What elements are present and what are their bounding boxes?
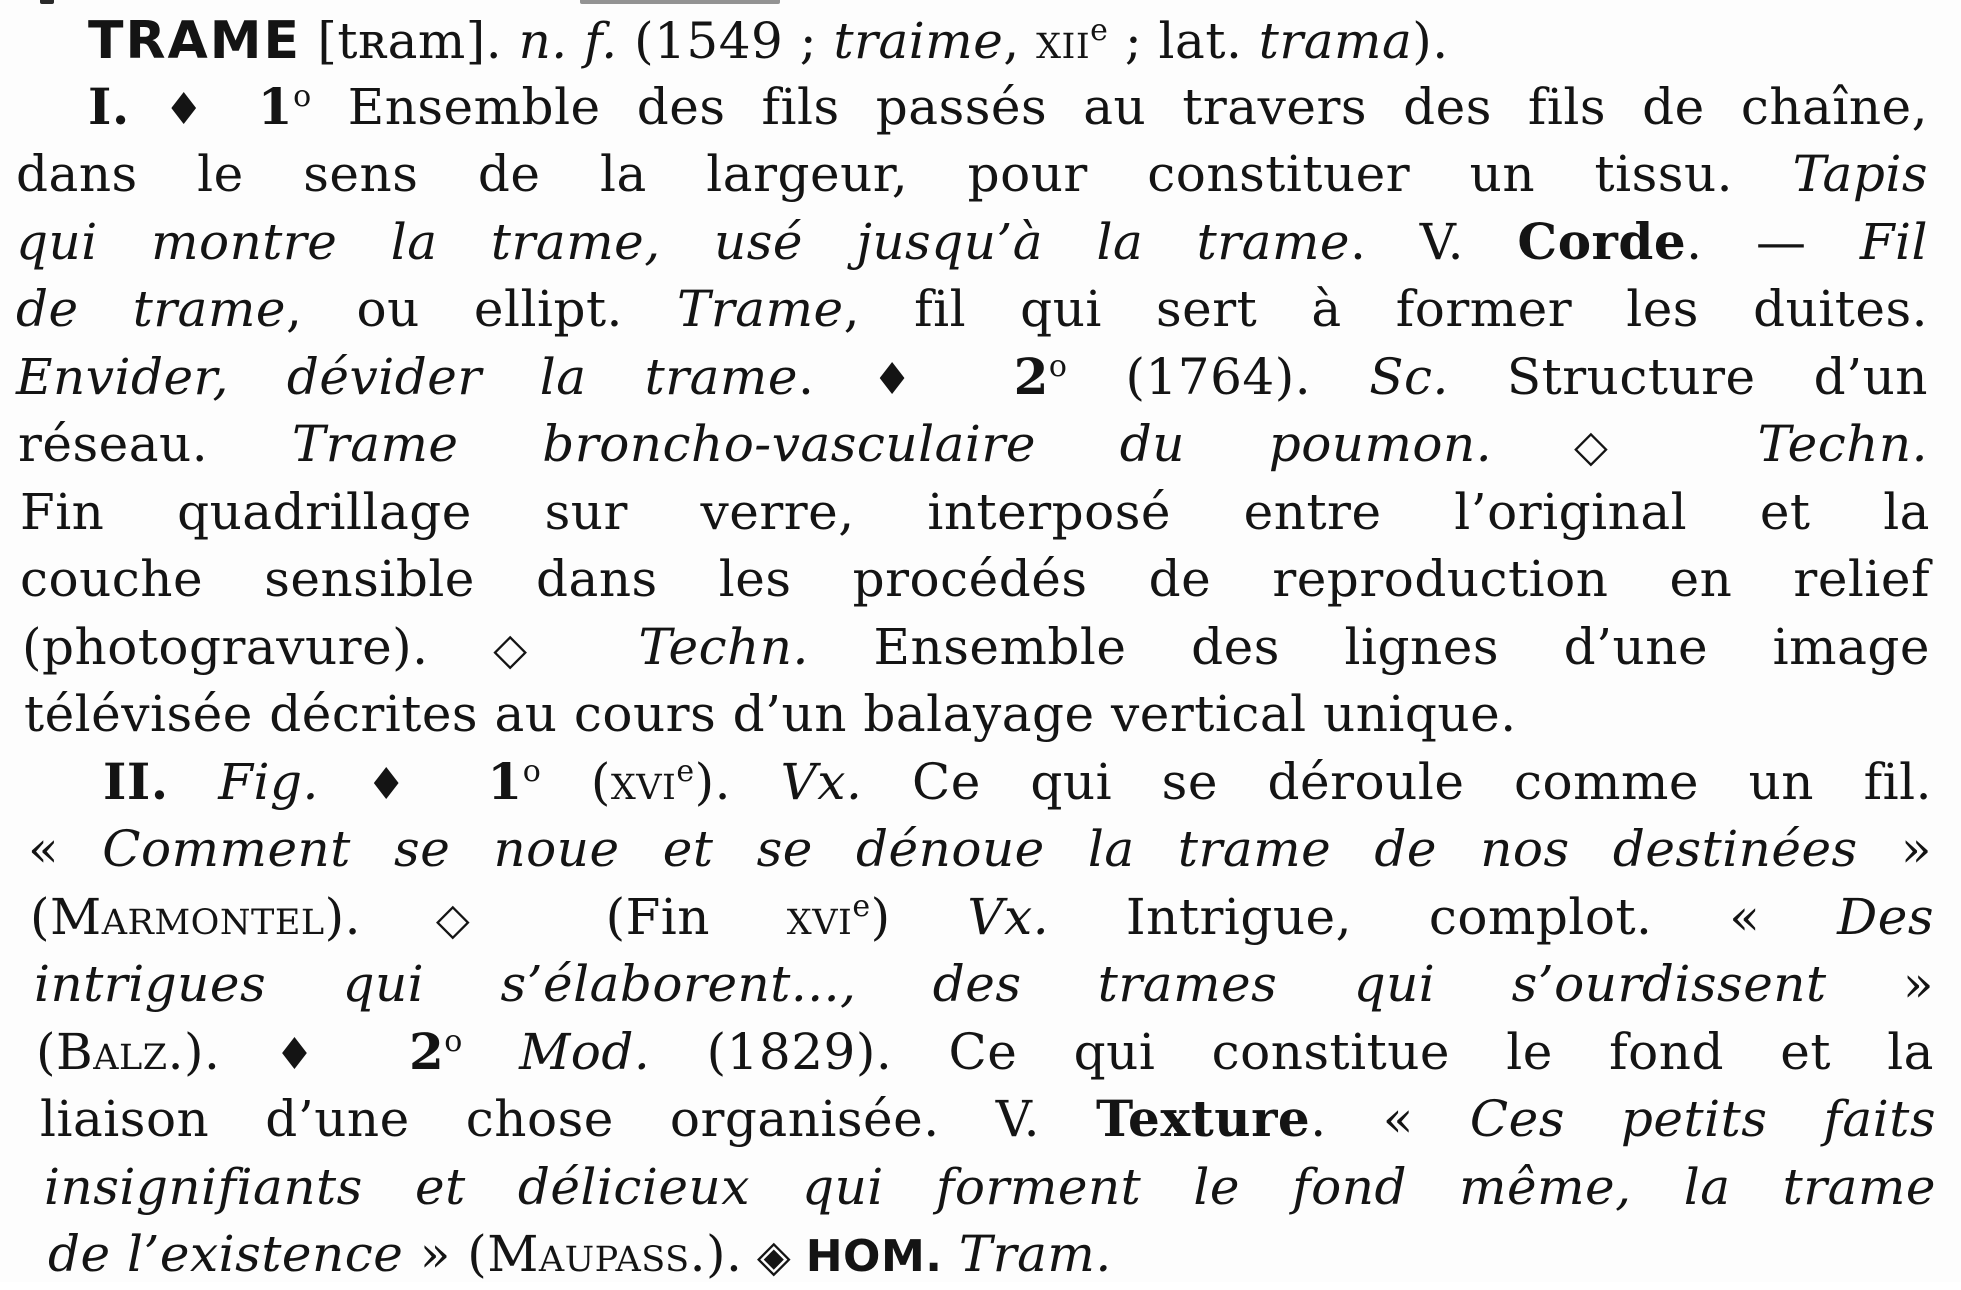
bold-text: 2 <box>408 1022 445 1081</box>
italic-text: Techn. <box>1757 415 1928 473</box>
bold-text: Texture <box>1096 1089 1311 1148</box>
bold-text: 2 <box>954 347 1049 406</box>
entry-line <box>28 816 1932 882</box>
italic-text: trama <box>1258 12 1413 70</box>
text-run: » <box>1826 955 1934 1013</box>
entry-line <box>103 749 1932 815</box>
text-run: [tʀam]. <box>301 12 519 70</box>
text-run <box>169 753 219 811</box>
entry-line <box>88 8 1742 74</box>
italic-text: qui montre la trame, usé jusqu’à la trame <box>16 213 1350 271</box>
text-run: ). <box>694 753 781 811</box>
bold-text: 1 <box>257 77 294 136</box>
text-run: . <box>797 348 873 406</box>
text-run: ) <box>870 888 968 946</box>
text-run: Intrigue, complot. « <box>1049 888 1838 946</box>
cropped-previous-line-fragment <box>40 0 54 4</box>
superscript: o <box>293 79 312 114</box>
superscript: e <box>676 754 695 789</box>
entry-line <box>16 276 1928 342</box>
text-run: ( <box>541 753 611 811</box>
diamond-symbol-icon: ♦ <box>129 84 258 135</box>
text-run: Ce qui se déroule comme un fil. <box>862 753 1932 811</box>
text-run: ; lat. <box>1108 12 1259 70</box>
superscript: o <box>522 754 542 789</box>
text-run <box>942 1225 958 1283</box>
text-run: » <box>403 1225 468 1283</box>
text-run: (1549 ; <box>617 12 834 70</box>
text-run: Structure d’un <box>1448 348 1928 406</box>
italic-text: n. f. <box>518 12 618 70</box>
diamond-symbol-icon: ♦ <box>220 1029 409 1080</box>
entry-line <box>22 614 1930 680</box>
text-run: (photogravure). <box>22 618 494 676</box>
entry-line <box>34 951 1934 1017</box>
italic-text: traime <box>833 12 1004 70</box>
italic-text: Sc. <box>1369 348 1449 406</box>
text-run: ). <box>1412 12 1449 70</box>
bold-text: Corde <box>1517 212 1687 271</box>
small-caps-text: xvi <box>786 888 853 946</box>
cropped-previous-line-fragment <box>580 0 780 4</box>
text-run <box>463 1023 519 1081</box>
text-run: Ensemble des lignes d’une image <box>808 618 1930 676</box>
entry-line <box>24 681 1790 747</box>
text-run: télévisée décrites au cours d’un balayage vertical unique. <box>24 685 1517 743</box>
diamond-symbol-icon: ◈ <box>742 1231 806 1282</box>
entry-line <box>16 141 1928 207</box>
italic-text: Comment se noue et se dénoue la trame de nos destinées <box>102 820 1858 878</box>
text-run: , ou ellipt. <box>286 280 678 338</box>
entry-line <box>16 209 1928 275</box>
text-run: (Fin <box>605 888 787 946</box>
entry-line <box>88 74 1928 140</box>
entry-line <box>20 546 1930 612</box>
entry-line <box>36 1019 1934 1085</box>
diamond-symbol-icon: ◇ <box>361 894 606 945</box>
text-run: . « <box>1310 1090 1470 1148</box>
text-run: liaison d’une chose organisée. V. <box>40 1090 1097 1148</box>
text-run: » <box>1857 820 1933 878</box>
entry-line <box>20 479 1930 545</box>
text-run: couche sensible dans les procédés de reproduction en relief <box>20 550 1930 608</box>
italic-text: Trame <box>677 280 844 338</box>
diamond-symbol-icon: ◇ <box>1492 421 1758 472</box>
italic-text: intrigues qui s’élaborent..., des trames qui s’ourdissent <box>34 955 1827 1013</box>
text-run: , <box>1003 12 1037 70</box>
diamond-symbol-icon: ◇ <box>493 624 639 675</box>
diamond-symbol-icon: ♦ <box>872 354 954 405</box>
entry-line <box>40 1086 1936 1152</box>
superscript: e <box>1090 13 1109 48</box>
superscript: o <box>444 1024 463 1059</box>
superscript: e <box>852 889 871 924</box>
entry-line <box>30 884 1934 950</box>
italic-text: de trame <box>16 280 286 338</box>
italic-text: Tapis <box>1792 145 1928 203</box>
bold-text: I. <box>88 77 130 136</box>
italic-text: de l’existence <box>48 1225 404 1283</box>
text-run: (1829). Ce qui constitue le fond et la <box>650 1023 1934 1081</box>
small-caps-text: (Marmontel). <box>30 888 362 946</box>
italic-text: Techn. <box>638 618 809 676</box>
italic-text: Fil <box>1859 213 1929 271</box>
italic-text: Mod. <box>519 1023 651 1081</box>
italic-text: Ces petits faits <box>1469 1090 1936 1148</box>
diamond-symbol-icon: ♦ <box>318 759 488 810</box>
text-run: , fil qui sert à former les duites. <box>843 280 1928 338</box>
italic-text: Vx. <box>967 888 1050 946</box>
small-caps-text: xii <box>1036 12 1091 70</box>
text-run: réseau. <box>18 415 292 473</box>
bold-text: II. <box>103 752 169 811</box>
small-caps-text: xvi <box>610 753 677 811</box>
headword: TRAME <box>88 11 302 71</box>
text-run: (1764). <box>1067 348 1370 406</box>
italic-text: Tram. <box>958 1225 1112 1283</box>
entry-line <box>44 1154 1936 1220</box>
text-run: . — <box>1686 213 1860 271</box>
small-caps-text: (Maupass.). <box>467 1225 743 1283</box>
superscript: o <box>1048 349 1068 384</box>
italic-text: Des <box>1837 888 1934 946</box>
entry-line <box>18 411 1928 477</box>
italic-text: insignifiants et délicieux qui forment le fond même, la trame <box>44 1158 1936 1216</box>
homonym-label: HOM. <box>805 1231 943 1282</box>
bold-text: 1 <box>487 752 523 811</box>
text-run: Ensemble des fils passés au travers des fils de chaîne, <box>311 78 1929 136</box>
text-run: Fin quadrillage sur verre, interposé entre l’original et la <box>20 483 1930 541</box>
small-caps-text: (Balz.). <box>36 1023 221 1081</box>
text-run: dans le sens de la largeur, pour constituer un tissu. <box>16 145 1793 203</box>
italic-text: Trame broncho-vasculaire du poumon. <box>291 415 1493 473</box>
italic-text: Envider, dévider la trame <box>16 348 798 406</box>
italic-text: Vx. <box>780 753 863 811</box>
italic-text: Fig. <box>218 753 319 811</box>
text-run: « <box>28 820 103 878</box>
entry-line <box>16 344 1928 410</box>
entry-line <box>48 1221 1360 1287</box>
text-run: . V. <box>1349 213 1518 271</box>
